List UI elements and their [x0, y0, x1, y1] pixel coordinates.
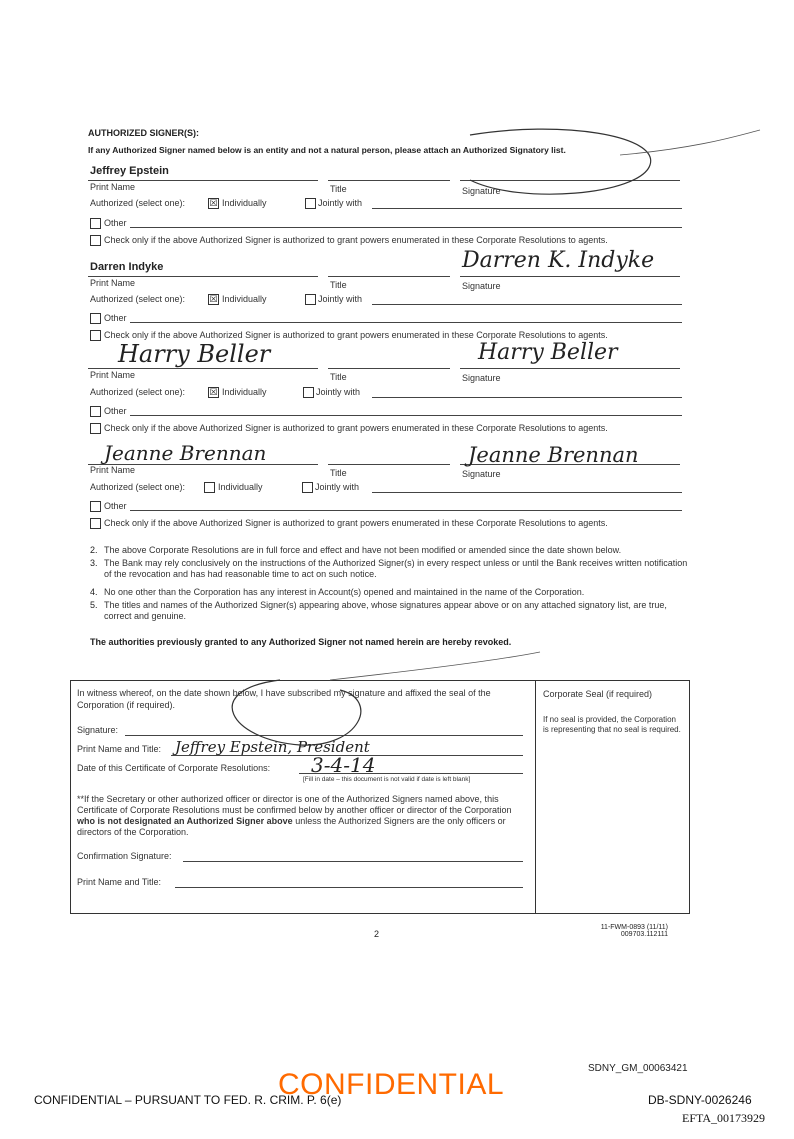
handwritten-signature: Darren K. Indyke	[462, 248, 655, 273]
confirm-print-name-label: Print Name and Title:	[77, 877, 162, 887]
signature-label: Signature	[462, 186, 501, 196]
jointly-label: Jointly with	[316, 387, 361, 397]
signature-stroke	[470, 129, 651, 194]
signature-label: Signature	[462, 469, 501, 479]
other-label: Other	[104, 501, 127, 511]
individually-checkbox[interactable]: ☒	[209, 294, 218, 304]
signature-stroke	[330, 652, 540, 680]
page-number: 2	[374, 929, 380, 939]
clause-number: 2.	[90, 545, 98, 555]
clause-text: The above Corporate Resolutions are in full force and effect and have not been modified or amended since the date shown below.	[104, 545, 622, 555]
print-name-title-label: Print Name and Title:	[77, 744, 162, 754]
handwritten-name: Jeanne Brennan	[104, 441, 267, 465]
efta-number: EFTA_00173929	[682, 1111, 766, 1125]
date-value: 3-4-14	[311, 753, 376, 777]
print-name-label: Print Name	[90, 370, 136, 380]
individually-label: Individually	[222, 198, 267, 208]
title-label: Title	[330, 468, 347, 478]
bates-number-1: SDNY_GM_00063421	[588, 1063, 688, 1074]
signature-label: Signature	[462, 281, 501, 291]
confidential-notice: CONFIDENTIAL – PURSUANT TO FED. R. CRIM. P. 6(e)	[34, 1093, 342, 1107]
signature-stroke	[620, 130, 760, 155]
clause-number: 3.	[90, 558, 98, 568]
handwritten-name: Harry Beller	[118, 340, 271, 368]
grant-powers-label: Check only if the above Authorized Signer is authorized to grant powers enumerated in these Corporate Resolutions to agents.	[104, 330, 608, 340]
title-label: Title	[330, 372, 347, 382]
authorized-select-label: Authorized (select one):	[90, 482, 186, 492]
section-title: AUTHORIZED SIGNER(S):	[88, 128, 199, 138]
handwritten-signature: Harry Beller	[478, 340, 618, 365]
jointly-label: Jointly with	[315, 482, 360, 492]
instruction-text: If any Authorized Signer named below is an entity and not a natural person, please attach an Authorized Signatory list.	[88, 145, 566, 155]
clause-text: No one other than the Corporation has any interest in Account(s) opened and maintained in the name of the Corporation.	[104, 587, 585, 597]
witness-intro: In witness whereof, on the date shown below, I have subscribed my signature and affixed the seal of the Corporation (if required).	[77, 688, 491, 710]
other-label: Other	[104, 313, 127, 323]
signature-label: Signature	[462, 373, 501, 383]
clause-text: The titles and names of the Authorized Signer(s) appearing above, whose signatures appear above or on any attached signatory list, are true, correct and genuine.	[104, 600, 667, 621]
title-label: Title	[330, 184, 347, 194]
print-name-label: Print Name	[90, 465, 136, 475]
individually-checkbox[interactable]: ☒	[209, 387, 218, 397]
jointly-label: Jointly with	[318, 294, 363, 304]
individually-label: Individually	[222, 294, 267, 304]
print-name-label: Print Name	[90, 278, 136, 288]
revocation-statement: The authorities previously granted to any Authorized Signer not named herein are hereby revoked.	[90, 637, 512, 647]
authorized-select-label: Authorized (select one):	[90, 387, 186, 397]
confidential-stamp: CONFIDENTIAL	[278, 1068, 505, 1101]
grant-powers-label: Check only if the above Authorized Signer is authorized to grant powers enumerated in these Corporate Resolutions to agents.	[104, 235, 608, 245]
signature-stroke	[232, 680, 361, 745]
individually-label: Individually	[222, 387, 267, 397]
secretary-note: **If the Secretary or other authorized officer or director is one of the Authorized Signers named above, this Certificate of Corporate Resolutions must be confirmed below by another officer or director of the Corporation who is not designated an Authorized Signer above unless the Authorized Signers are the only officers or directors of the Corporation.	[77, 794, 512, 837]
other-label: Other	[104, 218, 127, 228]
confirmation-signature-label: Confirmation Signature:	[77, 851, 172, 861]
date-note: [Fill in date – this document is not valid if date is left blank]	[303, 776, 471, 783]
print-name-label: Print Name	[90, 182, 136, 192]
clause-text: The Bank may rely conclusively on the instructions of the Authorized Signer(s) in every respect unless or until the Bank receives written notification of the revocation and has had reasonable time to act on such notice.	[104, 558, 688, 579]
jointly-label: Jointly with	[318, 198, 363, 208]
signer-name: Darren Indyke	[90, 261, 164, 273]
signature-label: Signature:	[77, 725, 119, 735]
signer-name: Jeffrey Epstein	[90, 165, 169, 177]
date-label: Date of this Certificate of Corporate Resolutions:	[77, 763, 271, 773]
bates-number-2: DB-SDNY-0026246	[648, 1093, 752, 1107]
individually-checkbox[interactable]: ☒	[209, 198, 218, 208]
clause-number: 4.	[90, 587, 98, 597]
grant-powers-label: Check only if the above Authorized Signer is authorized to grant powers enumerated in these Corporate Resolutions to agents.	[104, 518, 608, 528]
seal-title: Corporate Seal (if required)	[543, 689, 653, 699]
grant-powers-label: Check only if the above Authorized Signer is authorized to grant powers enumerated in these Corporate Resolutions to agents.	[104, 423, 608, 433]
handwritten-signature: Jeanne Brennan	[468, 443, 639, 467]
title-label: Title	[330, 280, 347, 290]
print-name-title-value: Jeffrey Epstein, President	[175, 738, 370, 756]
authorized-select-label: Authorized (select one):	[90, 198, 186, 208]
other-label: Other	[104, 406, 127, 416]
seal-note: If no seal is provided, the Corporation is representing that no seal is required.	[543, 715, 681, 734]
clause-number: 5.	[90, 600, 98, 610]
form-code: 11-FWM-0893 (11/11) 009703.112111	[600, 924, 668, 938]
authorized-select-label: Authorized (select one):	[90, 294, 186, 304]
individually-label: Individually	[218, 482, 263, 492]
